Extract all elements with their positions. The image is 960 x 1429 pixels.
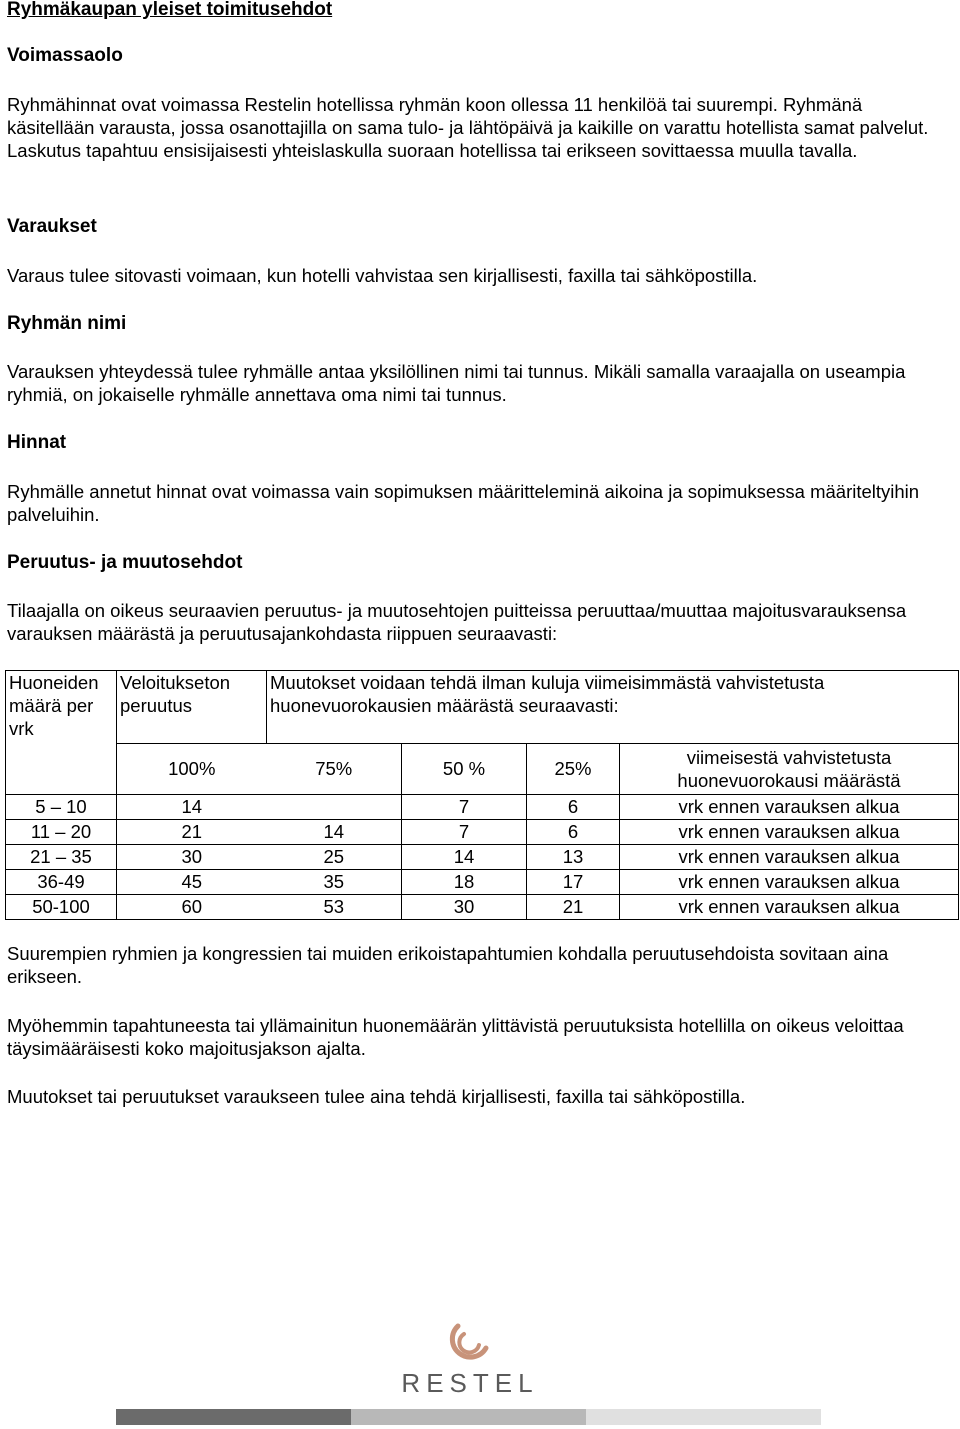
restel-logo xyxy=(390,1320,550,1400)
cell-p75: 53 xyxy=(267,894,402,919)
cell-p50: 30 xyxy=(402,894,527,919)
paragraph-large-groups: Suurempien ryhmien ja kongressien tai muiden erikoistapahtumien kohdalla peruutusehdoista sovitaan aina erikseen. xyxy=(7,943,889,987)
footer-bar-dark xyxy=(116,1409,351,1425)
paragraph-varaukset: Varaus tulee sitovasti voimaan, kun hotelli vahvistaa sen kirjallisesti, faxilla tai sähköpostilla. xyxy=(7,265,758,286)
header-free-cancellation: Veloitukseton peruutus xyxy=(117,671,267,744)
restel-logo-text: RESTEL xyxy=(401,1368,539,1398)
paragraph-late-cancellation: Myöhemmin tapahtuneesta tai yllämainitun huonemäärän ylittävistä peruutuksista hotellilla on oikeus veloittaa täysimääräisesti koko majoitusjakson ajalta. xyxy=(7,1015,904,1059)
cell-p25: 21 xyxy=(527,894,620,919)
cell-note: vrk ennen varauksen alkua xyxy=(620,894,959,919)
pct-75: 75% xyxy=(267,743,402,794)
paragraph-voimassaolo: Ryhmähinnat ovat voimassa Restelin hotellissa ryhmän koon ollessa 11 henkilöä tai suurempi. Ryhmänä käsitellään varausta, jossa osanottajilla on sama tulo- ja lähtöpäivä ja kaikille on varattu hotellista samat palvelut. Laskutus tapahtuu ensisijaisesti yhteislaskulla suoraan hotellissa tai erikseen sovittaessa muulla tavalla. xyxy=(7,94,929,161)
cell-p50: 7 xyxy=(402,794,527,819)
cell-p100: 30 xyxy=(117,844,267,869)
cell-note: vrk ennen varauksen alkua xyxy=(620,844,959,869)
cell-rooms: 11 – 20 xyxy=(6,819,117,844)
cell-p25: 6 xyxy=(527,819,620,844)
document-title: Ryhmäkaupan yleiset toimitusehdot xyxy=(7,0,333,20)
cell-p100: 21 xyxy=(117,819,267,844)
paragraph-written-changes: Muutokset tai peruutukset varaukseen tulee aina tehdä kirjallisesti, faxilla tai sähköpostilla. xyxy=(7,1086,746,1107)
pct-100: 100% xyxy=(117,743,267,794)
heading-hinnat: Hinnat xyxy=(7,432,67,453)
paragraph-hinnat: Ryhmälle annetut hinnat ovat voimassa vain sopimuksen määritteleminä aikoina ja sopimuksessa määriteltyihin palveluihin. xyxy=(7,481,920,525)
cell-p50: 14 xyxy=(402,844,527,869)
pct-50: 50 % xyxy=(402,743,527,794)
cell-p100: 45 xyxy=(117,869,267,894)
cell-note: vrk ennen varauksen alkua xyxy=(620,869,959,894)
cell-p25: 13 xyxy=(527,844,620,869)
heading-peruutus: Peruutus- ja muutosehdot xyxy=(7,552,243,573)
heading-ryhman-nimi: Ryhmän nimi xyxy=(7,313,127,334)
paragraph-peruutus: Tilaajalla on oikeus seuraavien peruutus- ja muutosehtojen puitteissa peruuttaa/muuttaa majoitusvarauksensa varauksen määrästä ja peruutusajankohdasta riippuen seuraavasti: xyxy=(7,600,907,644)
table-row xyxy=(6,869,959,894)
table-row xyxy=(6,894,959,919)
cell-p100: 14 xyxy=(117,794,267,819)
table-row xyxy=(6,844,959,869)
cell-rooms: 36-49 xyxy=(6,869,117,894)
cell-p75: 14 xyxy=(267,819,402,844)
footer-bar-mid xyxy=(351,1409,586,1425)
restel-logo-mark-icon xyxy=(390,1320,550,1372)
table-header-row xyxy=(6,671,959,744)
table-row xyxy=(6,794,959,819)
cell-p75: 35 xyxy=(267,869,402,894)
heading-voimassaolo: Voimassaolo xyxy=(7,45,123,66)
pct-last: viimeisestä vahvistetusta huonevuorokausi määrästä xyxy=(620,743,959,794)
table-percent-row xyxy=(6,743,959,794)
cell-p100: 60 xyxy=(117,894,267,919)
cell-p50: 18 xyxy=(402,869,527,894)
cell-rooms: 5 – 10 xyxy=(6,794,117,819)
cell-p25: 17 xyxy=(527,869,620,894)
heading-varaukset: Varaukset xyxy=(7,216,97,237)
pct-25: 25% xyxy=(527,743,620,794)
table-row xyxy=(6,819,959,844)
header-changes: Muutokset voidaan tehdä ilman kuluja viimeisimmästä vahvistetusta huonevuorokausien määrästä seuraavasti: xyxy=(267,671,959,744)
header-rooms: Huoneiden määrä per vrk xyxy=(6,671,117,744)
footer-bar-light xyxy=(586,1409,821,1425)
cancellation-table xyxy=(5,670,959,920)
cell-rooms: 21 – 35 xyxy=(6,844,117,869)
cell-p25: 6 xyxy=(527,794,620,819)
cell-p75 xyxy=(267,794,402,819)
cell-note: vrk ennen varauksen alkua xyxy=(620,794,959,819)
cell-note: vrk ennen varauksen alkua xyxy=(620,819,959,844)
cell-rooms: 50-100 xyxy=(6,894,117,919)
cell-p75: 25 xyxy=(267,844,402,869)
cell-p50: 7 xyxy=(402,819,527,844)
header-rooms-cont xyxy=(6,743,117,794)
paragraph-ryhman-nimi: Varauksen yhteydessä tulee ryhmälle antaa yksilöllinen nimi tai tunnus. Mikäli samalla varaajalla on useampia ryhmiä, on jokaiselle ryhmälle annettava oma nimi tai tunnus. xyxy=(7,361,906,405)
